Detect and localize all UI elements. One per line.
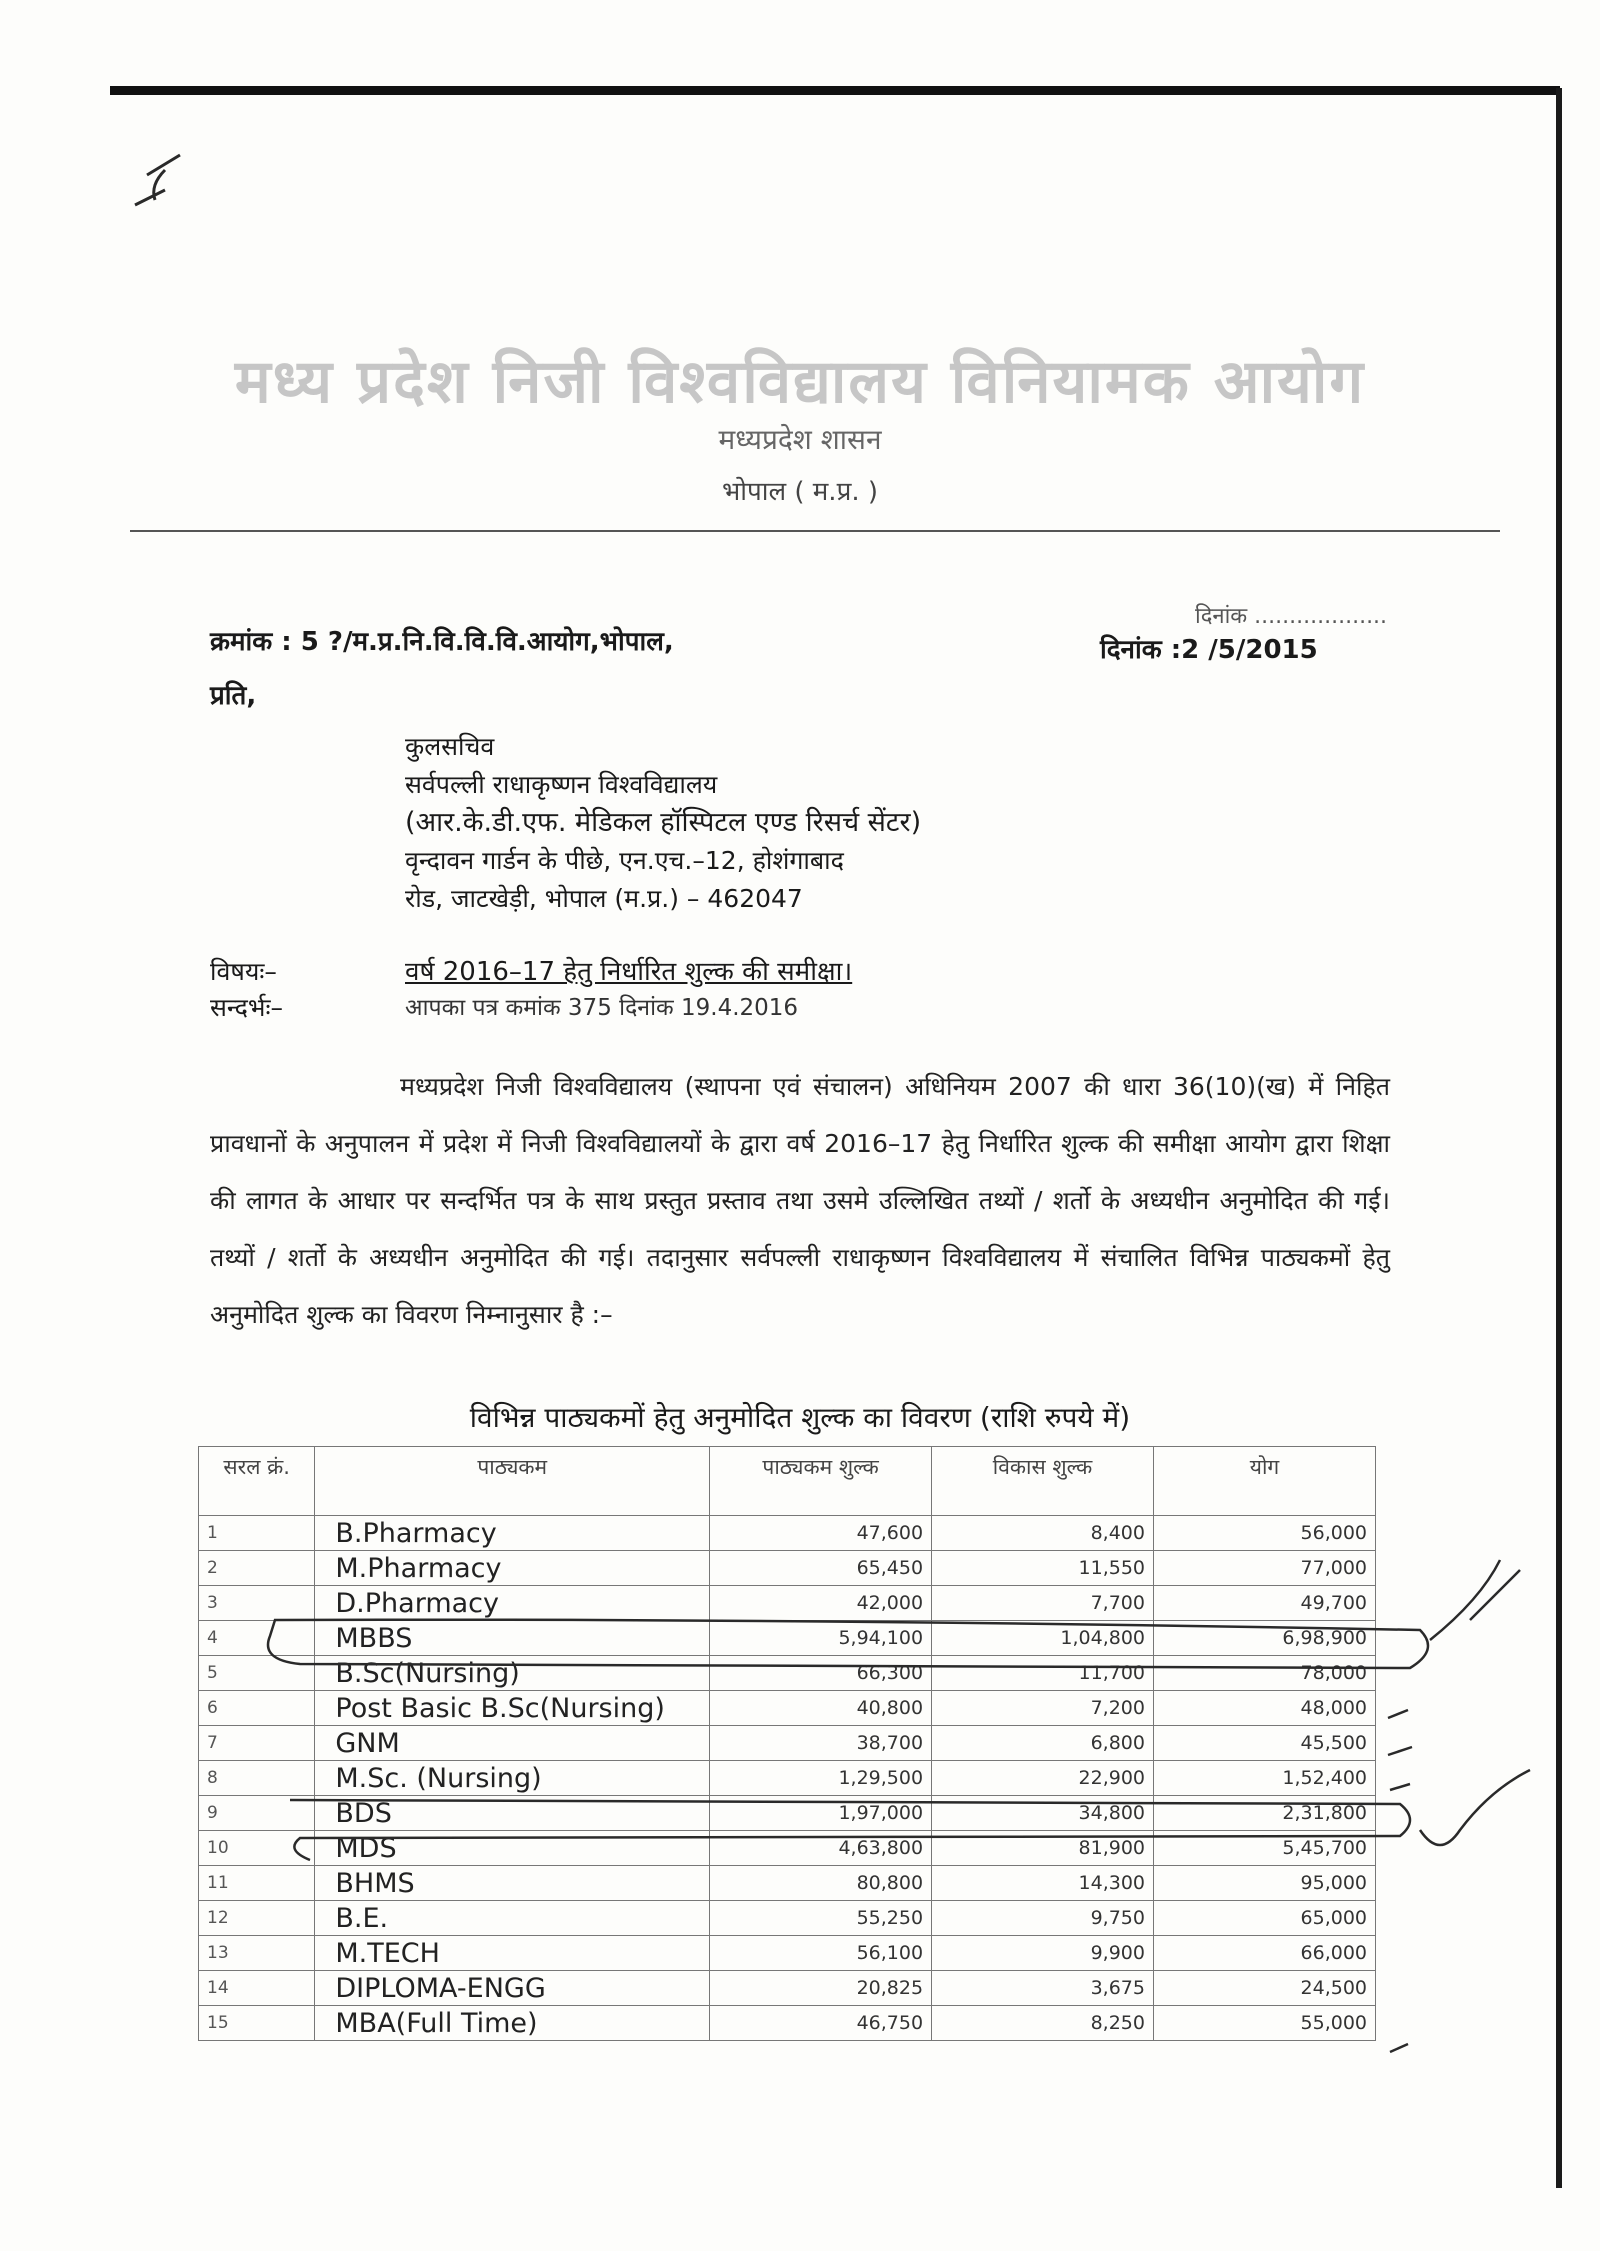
course-fee-cell: 55,250 xyxy=(710,1901,932,1936)
development-fee-cell: 9,750 xyxy=(932,1901,1154,1936)
reference-text: आपका पत्र कमांक 375 दिनांक 19.4.2016 xyxy=(405,995,799,1021)
total-cell: 65,000 xyxy=(1154,1901,1376,1936)
letterhead-government: मध्यप्रदेश शासन xyxy=(718,423,882,456)
development-fee-cell: 7,700 xyxy=(932,1586,1154,1621)
addressee-line: सर्वपल्ली राधाकृष्णन विश्वविद्यालय xyxy=(405,770,718,799)
course-cell: D.Pharmacy xyxy=(315,1586,710,1621)
development-fee-cell: 6,800 xyxy=(932,1726,1154,1761)
addressee-line: कुलसचिव xyxy=(405,732,495,761)
body-paragraph: मध्यप्रदेश निजी विश्वविद्यालय (स्थापना एवं संचालन) अधिनियम 2007 की धारा 36(10)(ख) में निहित प्रावधानों के अनुपालन में प्रदेश में निजी विश्वविद्यालयों के द्वारा वर्ष 2016–17 हेतु निर्धारित शुल्क की समीक्षा आयोग द्वारा शिक्षा की लागत के आधार पर सन्दर्भित पत्र के साथ प्रस्तुत प्रस्ताव तथा उसमे उल्लिखित तथ्यों / शर्तो के अध्यधीन अनुमोदित की गई। तथ्यों / शर्तो के अध्यधीन अनुमोदित की गई। तदानुसार सर्वपल्ली राधाकृष्णन विश्वविद्यालय में संचालित विभिन्न पाठ्यकमों हेतु अनुमोदित शुल्क का विवरण निम्नानुसार है :– xyxy=(210,1072,1390,1329)
development-fee-cell: 7,200 xyxy=(932,1691,1154,1726)
course-cell: MBBS xyxy=(315,1621,710,1656)
course-cell: M.Pharmacy xyxy=(315,1551,710,1586)
total-cell: 45,500 xyxy=(1154,1726,1376,1761)
subject-label: विषयः– xyxy=(210,957,277,986)
course-cell: B.Pharmacy xyxy=(315,1516,710,1551)
letterhead-city: भोपाल ( म.प्र. ) xyxy=(721,477,879,507)
total-cell: 5,45,700 xyxy=(1154,1831,1376,1866)
reference-label: सन्दर्भः– xyxy=(210,993,284,1022)
development-fee-cell: 9,900 xyxy=(932,1936,1154,1971)
development-fee-cell: 81,900 xyxy=(932,1831,1154,1866)
total-cell: 6,98,900 xyxy=(1154,1621,1376,1656)
course-fee-cell: 56,100 xyxy=(710,1936,932,1971)
serial-cell: 1 xyxy=(199,1516,315,1551)
total-cell: 2,31,800 xyxy=(1154,1796,1376,1831)
development-fee-cell: 11,550 xyxy=(932,1551,1154,1586)
serial-cell: 3 xyxy=(199,1586,315,1621)
table-caption: विभिन्न पाठ्यकमों हेतु अनुमोदित शुल्क का विवरण (राशि रुपये में) xyxy=(469,1401,1131,1434)
development-fee-cell: 1,04,800 xyxy=(932,1621,1154,1656)
total-cell: 77,000 xyxy=(1154,1551,1376,1586)
course-fee-cell: 4,63,800 xyxy=(710,1831,932,1866)
course-fee-cell: 46,750 xyxy=(710,2006,932,2041)
development-fee-cell: 14,300 xyxy=(932,1866,1154,1901)
course-fee-cell: 20,825 xyxy=(710,1971,932,2006)
serial-cell: 15 xyxy=(199,2006,315,2041)
header-course-fee: पाठ्यकम शुल्क xyxy=(710,1447,932,1516)
total-cell: 49,700 xyxy=(1154,1586,1376,1621)
course-cell: DIPLOMA-ENGG xyxy=(315,1971,710,2006)
course-cell: BDS xyxy=(315,1796,710,1831)
header-course: पाठ्यकम xyxy=(315,1447,710,1516)
development-fee-cell: 8,250 xyxy=(932,2006,1154,2041)
course-fee-cell: 42,000 xyxy=(710,1586,932,1621)
total-cell: 48,000 xyxy=(1154,1691,1376,1726)
course-fee-cell: 38,700 xyxy=(710,1726,932,1761)
course-cell: M.Sc. (Nursing) xyxy=(315,1761,710,1796)
course-fee-cell: 65,450 xyxy=(710,1551,932,1586)
serial-cell: 7 xyxy=(199,1726,315,1761)
development-fee-cell: 22,900 xyxy=(932,1761,1154,1796)
addressee-line: वृन्दावन गार्डन के पीछे, एन.एच.–12, होशंगाबाद xyxy=(405,846,844,875)
total-cell: 78,000 xyxy=(1154,1656,1376,1691)
total-cell: 66,000 xyxy=(1154,1936,1376,1971)
letterhead-title: मध्य प्रदेश निजी विश्वविद्यालय विनियामक आयोग xyxy=(234,347,1366,417)
serial-cell: 5 xyxy=(199,1656,315,1691)
course-cell: Post Basic B.Sc(Nursing) xyxy=(315,1691,710,1726)
development-fee-cell: 34,800 xyxy=(932,1796,1154,1831)
addressee-line: रोड, जाटखेड़ी, भोपाल (म.प्र.) – 462047 xyxy=(405,884,803,913)
subject-text: वर्ष 2016–17 हेतु निर्धारित शुल्क की समीक्षा। xyxy=(405,957,853,987)
course-cell: B.Sc(Nursing) xyxy=(315,1656,710,1691)
reference-number: क्रमांक : 5 ?/म.प्र.नि.वि.वि.वि.आयोग,भोपाल, xyxy=(210,627,674,657)
serial-cell: 2 xyxy=(199,1551,315,1586)
total-cell: 56,000 xyxy=(1154,1516,1376,1551)
header-serial: सरल क्रं. xyxy=(199,1447,315,1516)
total-cell: 1,52,400 xyxy=(1154,1761,1376,1796)
course-fee-cell: 40,800 xyxy=(710,1691,932,1726)
serial-cell: 10 xyxy=(199,1831,315,1866)
header-development-fee: विकास शुल्क xyxy=(932,1447,1154,1516)
course-cell: M.TECH xyxy=(315,1936,710,1971)
course-fee-cell: 80,800 xyxy=(710,1866,932,1901)
course-cell: BHMS xyxy=(315,1866,710,1901)
development-fee-cell: 8,400 xyxy=(932,1516,1154,1551)
serial-cell: 12 xyxy=(199,1901,315,1936)
serial-cell: 14 xyxy=(199,1971,315,2006)
serial-cell: 9 xyxy=(199,1796,315,1831)
course-fee-cell: 5,94,100 xyxy=(710,1621,932,1656)
course-cell: B.E. xyxy=(315,1901,710,1936)
development-fee-cell: 3,675 xyxy=(932,1971,1154,2006)
reference-date: दिनांक :2 /5/2015 xyxy=(1100,635,1318,665)
course-cell: MDS xyxy=(315,1831,710,1866)
addressee-line: (आर.के.डी.एफ. मेडिकल हॉस्पिटल एण्ड रिसर्च सेंटर) xyxy=(405,807,922,838)
course-fee-cell: 47,600 xyxy=(710,1516,932,1551)
printed-date-label: दिनांक ................... xyxy=(1195,604,1388,629)
total-cell: 95,000 xyxy=(1154,1866,1376,1901)
addressee-prefix: प्रति, xyxy=(210,681,257,711)
serial-cell: 6 xyxy=(199,1691,315,1726)
course-fee-cell: 1,97,000 xyxy=(710,1796,932,1831)
course-fee-cell: 66,300 xyxy=(710,1656,932,1691)
serial-cell: 11 xyxy=(199,1866,315,1901)
course-fee-cell: 1,29,500 xyxy=(710,1761,932,1796)
total-cell: 24,500 xyxy=(1154,1971,1376,2006)
development-fee-cell: 11,700 xyxy=(932,1656,1154,1691)
course-cell: MBA(Full Time) xyxy=(315,2006,710,2041)
serial-cell: 13 xyxy=(199,1936,315,1971)
serial-cell: 8 xyxy=(199,1761,315,1796)
header-total: योग xyxy=(1154,1447,1376,1516)
serial-cell: 4 xyxy=(199,1621,315,1656)
total-cell: 55,000 xyxy=(1154,2006,1376,2041)
course-cell: GNM xyxy=(315,1726,710,1761)
